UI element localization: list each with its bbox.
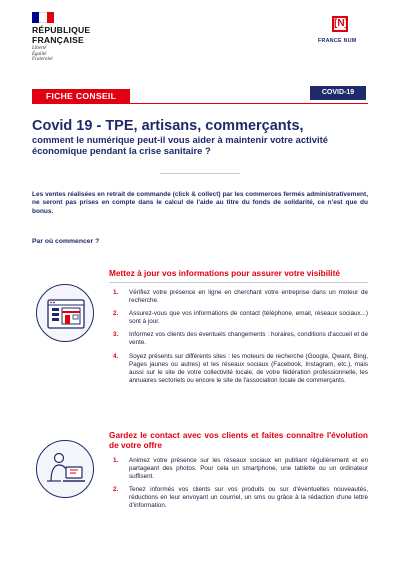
item-number: 3. bbox=[113, 331, 119, 339]
france-num-brand-name: FRANCE NUM bbox=[318, 38, 357, 44]
section-visibility-title: Mettez à jour vos informations pour assurer votre visibilité bbox=[109, 268, 340, 278]
title-divider bbox=[160, 173, 240, 174]
intro-paragraph: Les ventes réalisées en retrait de commande (click & collect) par les commerces fermés administrativement, ne seront pas prises en compte dans le calcul de l'aide au titre du fonds de solidarité, ce n'est que du bonus. bbox=[32, 191, 368, 215]
section-contact-title: Gardez le contact avec vos clients et faites connaître l'évolution de votre offre bbox=[109, 430, 368, 450]
item-text: Assurez-vous que vos informations de contact (téléphone, email, réseaux sociaux...) sont à jour. bbox=[129, 310, 368, 326]
french-flag-icon bbox=[32, 12, 54, 23]
motto-egalite: Égalité bbox=[32, 51, 47, 57]
section-visibility-list bbox=[113, 289, 368, 390]
france-num-logo-icon: [N] bbox=[332, 16, 348, 32]
republique-francaise-logo bbox=[32, 26, 90, 45]
fiche-conseil-label: FICHE CONSEIL bbox=[32, 89, 130, 103]
list-item bbox=[113, 486, 368, 510]
section-visibility-rule bbox=[109, 282, 368, 283]
republic-motto bbox=[32, 46, 53, 63]
rf-line2: FRANÇAISE bbox=[32, 34, 84, 45]
list-item bbox=[113, 331, 368, 347]
rf-line1: RÉPUBLIQUE bbox=[32, 25, 91, 35]
item-number: 4. bbox=[113, 352, 119, 360]
list-item bbox=[113, 310, 368, 326]
item-text: Animez votre présence sur les réseaux sociaux en publiant régulièrement et en partageant des photos. Pour cela un smartphone, une tablette ou un ordinateur suffisent. bbox=[129, 457, 368, 481]
page-title: Covid 19 - TPE, artisans, commerçants, bbox=[32, 118, 304, 134]
list-item bbox=[113, 289, 368, 305]
item-number: 2. bbox=[113, 310, 119, 318]
item-text: Soyez présents sur différents sites : les moteurs de recherche (Google, Qwant, Bing, Pages jaunes ou autres) et les réseaux sociaux (Facebook, Instagram, etc.), mais aussi sur le site de votre collectivité locale, de votre fédération professionnelle, les annuaires sectoriels ou encore le site de l'association locale de commerçants. bbox=[129, 352, 368, 384]
item-text: Informez vos clients des éventuels changements : horaires, conditions d'accueil et de vente. bbox=[129, 331, 368, 347]
motto-fraternite: Fraternité bbox=[32, 57, 53, 63]
banner-rule bbox=[32, 103, 368, 104]
motto-liberte: Liberté bbox=[32, 46, 47, 51]
item-number: 1. bbox=[113, 457, 119, 464]
section-contact-list bbox=[113, 457, 368, 516]
list-item bbox=[113, 353, 368, 385]
item-number: 1. bbox=[113, 289, 119, 296]
section-question: Par où commencer ? bbox=[32, 238, 100, 245]
storefront-window-icon bbox=[36, 284, 94, 342]
covid-tag: COVID-19 bbox=[310, 86, 366, 100]
person-laptop-icon bbox=[36, 440, 94, 498]
item-text: Tenez informés vos clients sur vos produits ou sur d'éventuelles nouveautés, réductions en leur envoyant un courriel, un sms ou grâce à la rédaction d'une lettre d'information. bbox=[129, 486, 368, 510]
list-item bbox=[113, 457, 368, 481]
item-number: 2. bbox=[113, 486, 119, 494]
item-text: Vérifiez votre présence en ligne en cherchant votre entreprise dans un moteur de recherche. bbox=[129, 289, 368, 305]
page-subtitle: comment le numérique peut-il vous aider à maintenir votre activité économique pendant la crise sanitaire ? bbox=[32, 134, 328, 156]
